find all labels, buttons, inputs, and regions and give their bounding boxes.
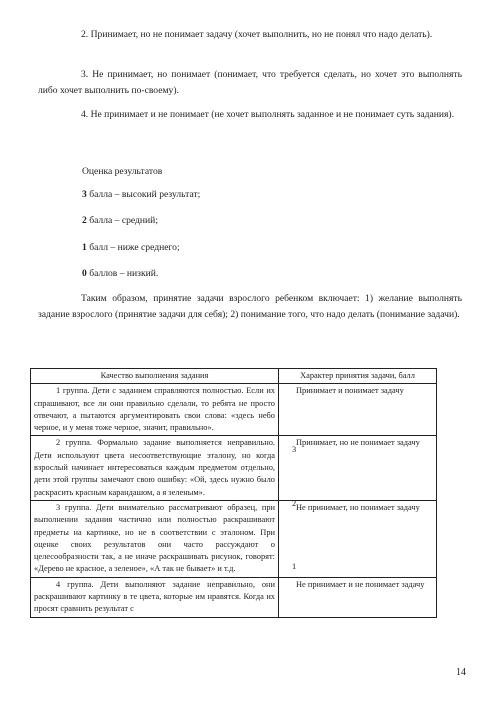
group-character: Не принимает и не понимает задачу — [296, 579, 425, 589]
score-item — [82, 213, 158, 229]
group-description: 1 группа. Дети с заданием справляются полностью. Если их спрашивают, все ли они правильно сделали, то ребята не просто отвечают, а пытаются аргументировать свои слова: «здесь небо черное, и у меня тоже черное, значит, правильно». — [31, 384, 279, 436]
page-number: 14 — [456, 667, 466, 678]
table-row — [31, 384, 437, 436]
group-score: 2 — [292, 499, 297, 509]
column-header-character: Характер принятия задачи, балл — [279, 369, 437, 384]
group-description: 4 группа. Дети выполняют задание неправильно, они раскрашивают картинку в те цвета, которые им нравятся. Когда их просят сравнить результат с — [31, 577, 279, 617]
score-number: 0 — [82, 268, 87, 279]
group-character: Не принимает, но понимает задачу — [296, 502, 420, 512]
results-table — [30, 368, 437, 618]
score-number: 3 — [82, 189, 87, 200]
score-number: 2 — [82, 215, 87, 226]
score-text: балла – средний; — [86, 215, 158, 226]
group-description: 2 группа. Формально задание выполняется неправильно. Дети используют цвета несоответствующие эталону, но когда взрослый начинает интересоваться каждым предметом отдельно, дети этой группы замечают свою ошибку: «Ой, здесь нужно было раскрасить красным карандашом, а я зеленым». — [31, 436, 279, 500]
column-header-quality: Качество выполнения задания — [31, 369, 279, 384]
group-description: 3 группа. Дети внимательно рассматривают образец, при выполнении задания частично или полностью раскрашивают предметы на картинке, но не в соответствии с эталоном. При оценке своих результатов они часто рассуждают о целесообразности так, а не иначе раскрашивать рисунок, говорят: «Дерево не красное, а зеленое», «А так не бывает» и т.д. — [31, 500, 279, 577]
paragraph-criterion-3: 3. Не принимает, но понимает (понимает, что требуется сделать, но хочет это выполнять либо хочет выполнить по-своему). — [38, 69, 462, 96]
group-score: 3 — [292, 445, 297, 455]
table-row — [31, 500, 437, 577]
scores-heading: Оценка результатов — [82, 166, 163, 177]
score-text: баллов – низкий. — [86, 268, 159, 279]
score-item — [82, 187, 200, 203]
score-text: балл – ниже среднего; — [86, 242, 180, 253]
paragraph-criterion-4: 4. Не принимает и не понимает (не хочет выполнять заданное и не понимает суть задания). — [81, 109, 454, 120]
group-score: 1 — [292, 561, 297, 571]
score-item — [82, 266, 158, 282]
paragraph-criterion-2: 2. Принимает, но не понимает задачу (хочет выполнить, но не понял что надо делать). — [81, 29, 433, 40]
group-character-cell — [279, 500, 437, 577]
paragraph-conclusion: Таким образом, принятие задачи взрослого ребенком включает: 1) желание выполнять задание взрослого (принятие задачи для себя); 2) понимание того, что надо делать (понимание задачи). — [38, 293, 462, 320]
score-text: балла – высокий результат; — [86, 189, 201, 200]
score-item — [82, 240, 180, 256]
score-number: 1 — [82, 242, 87, 253]
table-header-row — [31, 369, 437, 384]
group-character: Принимает и понимает задачу — [296, 386, 404, 396]
group-character-cell — [279, 577, 437, 617]
table-row — [31, 436, 437, 500]
group-character: Принимает, но не понимает задачу — [296, 438, 420, 448]
table-row — [31, 577, 437, 617]
